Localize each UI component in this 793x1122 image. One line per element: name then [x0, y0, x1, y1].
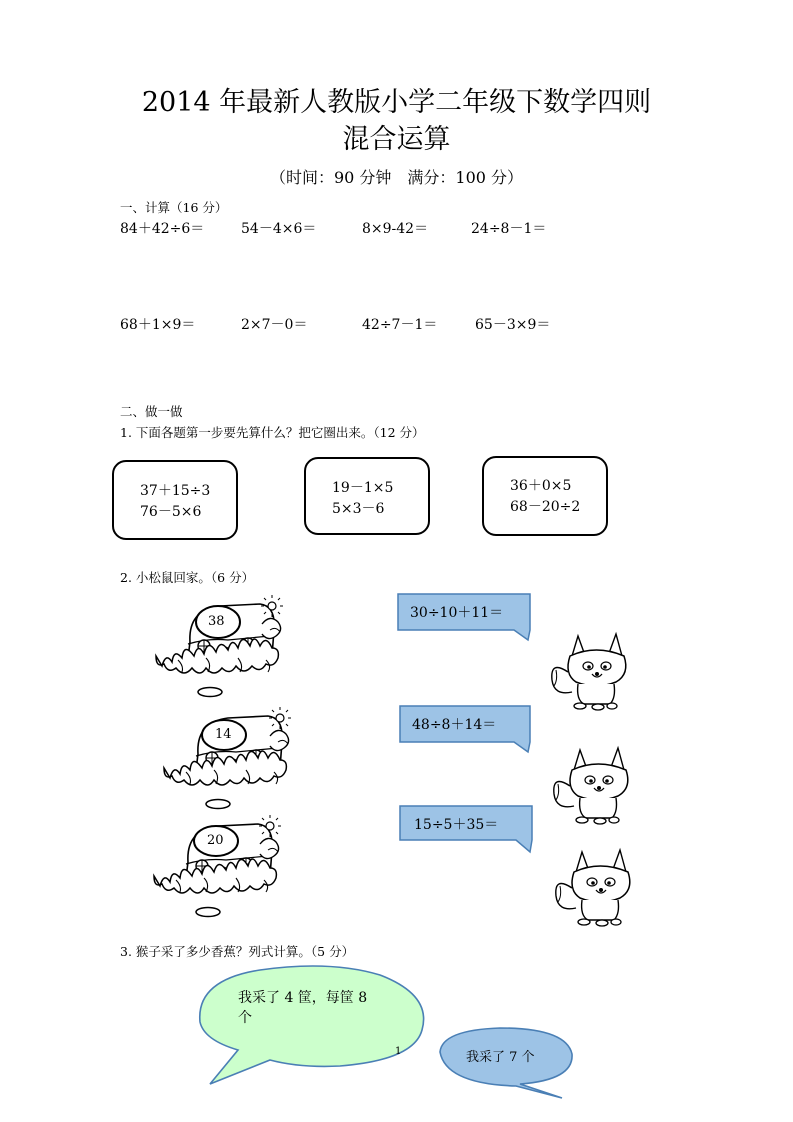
- equation: 84＋42÷6＝: [120, 221, 205, 237]
- question-3: 3. 猴子采了多少香蕉？列式计算。（5 分）: [120, 944, 355, 959]
- question-2: 2. 小松鼠回家。（6 分）: [120, 570, 255, 585]
- house-number: 20: [207, 833, 224, 848]
- page-title-line1: 2014 年最新人教版小学二年级下数学四则: [141, 87, 652, 118]
- expression: 37＋15÷3: [140, 483, 211, 499]
- equation: 65－3×9＝: [475, 317, 551, 333]
- question-1: 1. 下面各题第一步要先算什么？把它圈出来。（12 分）: [120, 425, 425, 440]
- page-title-line2: 混合运算: [342, 124, 451, 155]
- equation: 24÷8－1＝: [471, 221, 547, 237]
- speech-bubble-green: [200, 966, 424, 1084]
- fox-drawing: [556, 850, 630, 926]
- expression: 76－5×6: [140, 504, 202, 520]
- equation: 8×9-42＝: [362, 221, 429, 237]
- page-number: 1: [395, 1046, 402, 1057]
- callout-equation: 30÷10＋11＝: [410, 605, 504, 621]
- bubble-text: 我采了 7 个: [466, 1050, 535, 1065]
- expression: 5×3－6: [332, 501, 385, 517]
- house-number: 38: [208, 614, 225, 629]
- section2-heading: 二、做一做: [120, 404, 183, 419]
- equation: 54－4×6＝: [241, 221, 317, 237]
- expression: 68－20÷2: [510, 499, 581, 515]
- fox-drawing: [554, 748, 628, 824]
- equation: 2×7－0＝: [241, 317, 308, 333]
- page-subtitle: （时间：90 分钟 满分：100 分）: [269, 168, 524, 187]
- bubble-text: 个: [238, 1010, 252, 1026]
- equation: 68＋1×9＝: [120, 317, 196, 333]
- expression: 19－1×5: [332, 480, 394, 496]
- section1-heading: 一、计算（16 分）: [120, 200, 228, 215]
- equation: 42÷7－1＝: [362, 317, 438, 333]
- expression: 36＋0×5: [510, 478, 572, 494]
- callout-equation: 48÷8＋14＝: [412, 717, 497, 733]
- bubble-text: 我采了 4 筐，每筐 8: [238, 990, 368, 1006]
- house-number: 14: [215, 727, 232, 742]
- callout-equation: 15÷5＋35＝: [414, 817, 499, 833]
- fox-drawing: [552, 634, 626, 710]
